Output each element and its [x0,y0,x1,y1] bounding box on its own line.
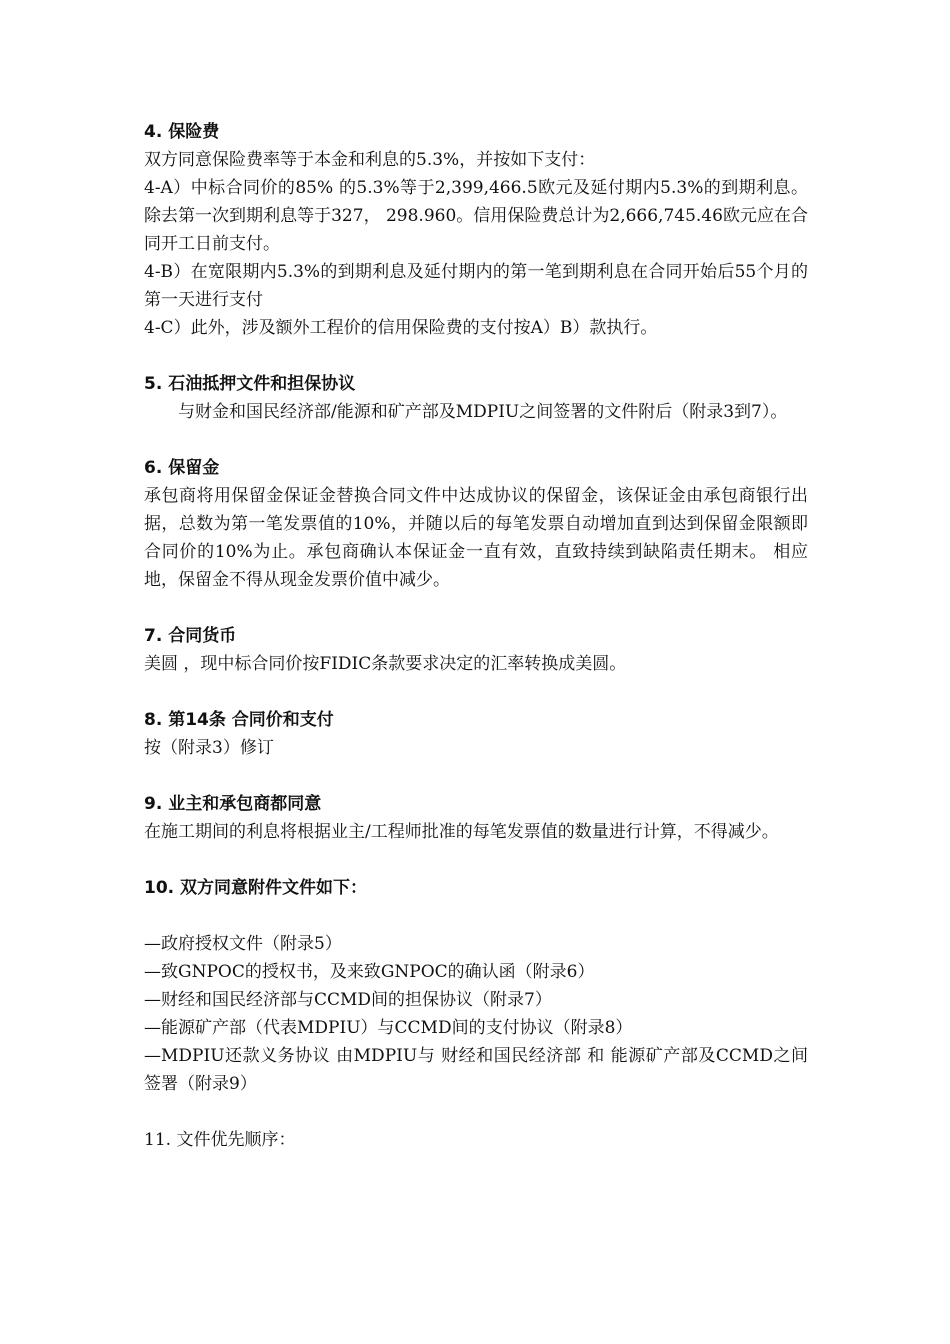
section-4-paragraph-4: 4-C）此外，涉及额外工程价的信用保险费的支付按A）B）款执行。 [144,318,658,338]
appendix-list-item: —政府授权文件（附录5） [144,934,342,954]
appendix-list-item: —财经和国民经济部与CCMD间的担保协议（附录7） [144,990,552,1010]
section-10-heading: 10. 双方同意附件文件如下： [144,878,368,898]
section-8-paragraph-1: 按（附录3）修订 [144,738,274,758]
section-5-paragraph-1: 与财金和国民经济部/能源和矿产部及MDPIU之间签署的文件附后（附录3到7）。 [178,402,788,422]
section-11-heading: 11. 文件优先顺序： [144,1130,296,1150]
appendix-list-item: —MDPIU还款义务协议 由MDPIU与 财经和国民经济部 和 能源矿产部及CCMD之间签署（附录9） [144,1046,808,1094]
section-7-heading: 7. 合同货币 [144,626,237,646]
section-9-heading: 9. 业主和承包商都同意 [144,794,322,814]
section-8-heading: 8. 第14条 合同价和支付 [144,710,334,730]
section-9-paragraph-1: 在施工期间的利息将根据业主/工程师批准的每笔发票值的数量进行计算，不得减少。 [144,822,779,842]
appendix-list-item: —致GNPOC的授权书，及来致GNPOC的确认函（附录6） [144,962,595,982]
section-4-heading: 4. 保险费 [144,122,220,142]
section-4-paragraph-1: 双方同意保险费率等于本金和利息的5.3%，并按如下支付： [144,150,596,170]
section-7-paragraph-1: 美圆 ，现中标合同价按FIDIC条款要求决定的汇率转换成美圆。 [144,654,627,674]
document-page [144,118,808,1154]
section-5-heading: 5. 石油抵押文件和担保协议 [144,374,356,394]
appendix-list-item: —能源矿产部（代表MDPIU）与CCMD间的支付协议（附录8） [144,1018,633,1038]
section-4-paragraph-2: 4-A）中标合同价的85% 的5.3%等于2,399,466.5欧元及延付期内5.3%的到期利息。除去第一次到期利息等于327， 298.960。信用保险费总计为2,666,745.46欧元应在合同开工日前支付。 [144,178,808,254]
section-4-paragraph-3: 4-B）在宽限期内5.3%的到期利息及延付期内的第一笔到期利息在合同开始后55个月的第一天进行支付 [144,262,808,310]
section-6-heading: 6. 保留金 [144,458,220,478]
section-6-paragraph-1: 承包商将用保留金保证金替换合同文件中达成协议的保留金，该保证金由承包商银行出据，总数为第一笔发票值的10%，并随以后的每笔发票自动增加直到达到保留金限额即合同价的10%为止。承包商确认本保证金一直有效，直致持续到缺陷责任期末。 相应地，保留金不得从现金发票价值中减少。 [144,486,808,590]
